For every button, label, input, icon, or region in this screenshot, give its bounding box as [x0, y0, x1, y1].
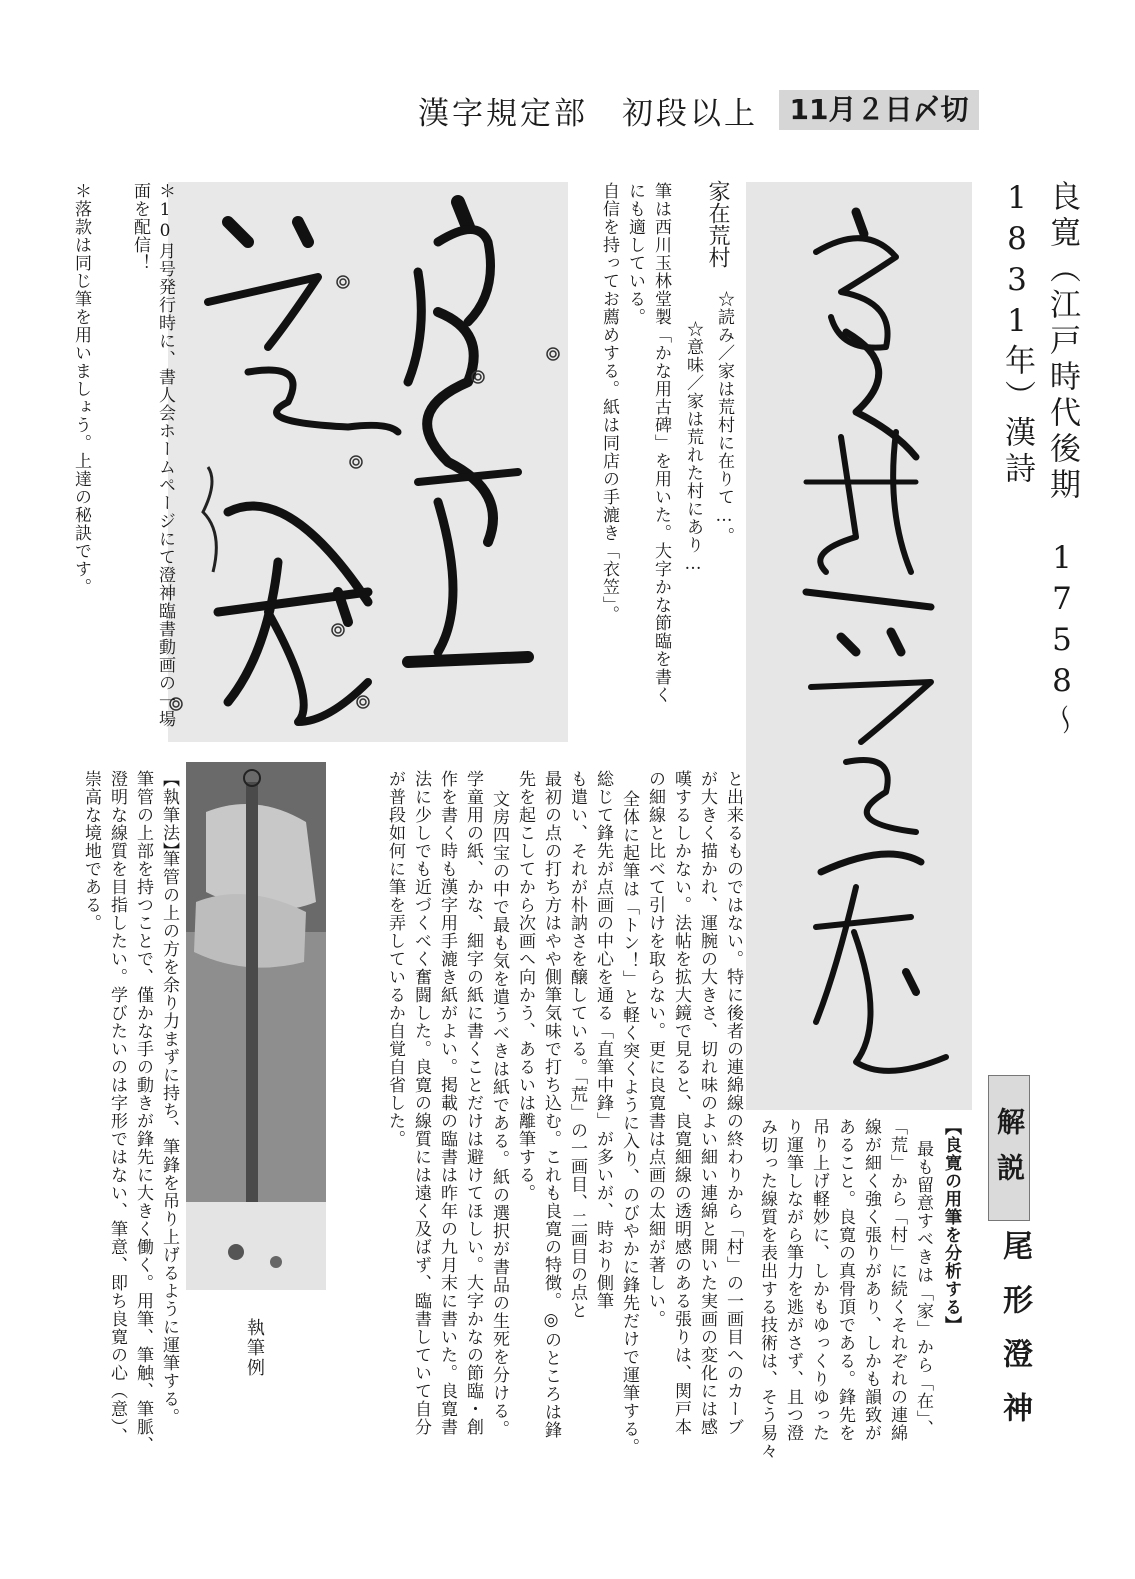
meaning-text: ☆意味／家は荒れた村にあり…	[683, 320, 703, 575]
commentary-line: 筆管の上部を持つことで、僅かな手の動きが鋒先に大きく働く。用筆、筆触、筆脈、	[133, 770, 153, 1454]
commentary-line: り運筆しながら筆力を逃がさず、且つ澄	[783, 1118, 803, 1442]
commentary-line: あること。良寛の真骨頂である。鋒先を	[835, 1118, 855, 1442]
note-video: ＊10月号発行時に、書人会ホームページにて澄神臨書動画の一場面を配信！	[130, 182, 175, 728]
note-signature: ＊落款は同じ筆を用いましょう。上達の秘訣です。	[71, 182, 91, 596]
author-name: 尾形澄神	[997, 1230, 1032, 1446]
commentary-line: 全体に起筆は「トン！」と軽く突くように入り、のびやかに鋒先だけで運筆する。	[619, 790, 639, 1456]
commentary-line: 線が細く強く張りがあり、しかも韻致が	[861, 1118, 881, 1442]
commentary-line: 「荒」から「村」に続くそれぞれの連綿	[887, 1118, 907, 1442]
reading-text: ☆読み／家は荒村に在りて…。	[714, 290, 734, 545]
calligraphy-strokes-original	[746, 182, 972, 1110]
section-title: 漢字規定部 初段以上	[418, 96, 758, 132]
photo-caption: 執筆例	[244, 1318, 265, 1378]
commentary-line: 総じて鋒先が点画の中心を通る「直筆中鋒」が多いが、時おり側筆	[593, 770, 613, 1310]
commentary-line: 学童用の紙、かな、細字の紙に書くことだけは避けてほしい。大字かなの節臨・創	[463, 770, 483, 1436]
commentary-line: 先を起こしてから次画へ向かう、あるいは離筆する。	[515, 770, 535, 1202]
commentary-line: と出来るものではない。特に後者の連綿線の終わりから「村」の一画目へのカーブ	[723, 770, 743, 1436]
seal-signature	[203, 467, 216, 572]
commentary-line: 文房四宝の中で最も気を遣うべきは紙である。紙の選択が書品の生死を分ける。	[489, 790, 509, 1438]
commentary-badge: 解説	[988, 1075, 1030, 1221]
commentary-line: が普段如何に筆を弄しているか自覚自省した。	[385, 770, 405, 1148]
original-calligraphy-image	[746, 182, 972, 1110]
commentary-line: 法に少しでも近づくべく奮闘した。良寛の線質には遠く及ばず、臨書していて自分	[411, 770, 431, 1436]
section-heading: 【執筆法】	[159, 770, 179, 860]
commentary-line: 最も留意すべきは「家」から「在」、	[913, 1140, 933, 1438]
brush-note-line: 自信を持ってお薦めする。紙は同店の手漉き「衣笠」。	[599, 182, 619, 624]
commentary-line: 吊り上げ軽妙に、しかもゆっくりゆった	[809, 1118, 829, 1442]
commentary-line: が大きく描かれ、運腕の大きさ、切れ味のよい細い連綿と開いた実画の変化には感	[697, 770, 717, 1436]
deadline-badge: 11月２日〆切	[779, 90, 979, 130]
brush-note-line: 筆は西川玉林堂製「かな用古碑」を用いた。大字かな節臨を書く	[651, 182, 671, 704]
commentary-line: 最初の点の打ち方はやや側筆気味で打ち込む。これも良寛の特徴。◎のところは鋒	[541, 770, 561, 1439]
brush-holding-illustration	[186, 762, 326, 1290]
work-heading: 良寛（江戸時代後期 1758～1831年）漢詩	[999, 180, 1080, 740]
commentary-line: も遣い、それが朴訥さを醸している。「荒」の一画目、二画目の点と	[567, 770, 587, 1320]
section-heading: 【良寛の用筆を分析する】	[941, 1118, 961, 1334]
commentary-line: の細線と比べて引けを取らない。更に良寛書は点画の太細が著しい。	[645, 770, 665, 1328]
commentary-line: み切った線質を表出する技術は、そう易々	[757, 1118, 777, 1460]
brush-holding-photo	[186, 762, 326, 1290]
commentary-line: 崇高な境地である。	[81, 770, 101, 932]
practice-calligraphy-image	[168, 182, 568, 742]
commentary-line: 嘆するしかない。法帖を拡大鏡で見ると、良寛細線の透明感のある張りは、関戸本	[671, 770, 691, 1436]
commentary-line: 作を書く時も漢字用手漉き紙がよい。掲載の臨書は昨年の九月末に書いた。良寛書	[437, 770, 457, 1436]
commentary-line: 澄明な線質を目指したい。学びたいのは字形ではない、筆意、即ち良寛の心（意）、	[107, 770, 127, 1446]
brush-note-line: にも適している。	[625, 182, 645, 326]
work-title: 家在荒村	[705, 180, 730, 268]
calligraphy-strokes-practice	[168, 182, 568, 742]
commentary-line: 筆管の上の方を余り力まずに持ち、筆鋒を吊り上げるように運筆する。	[159, 850, 179, 1426]
